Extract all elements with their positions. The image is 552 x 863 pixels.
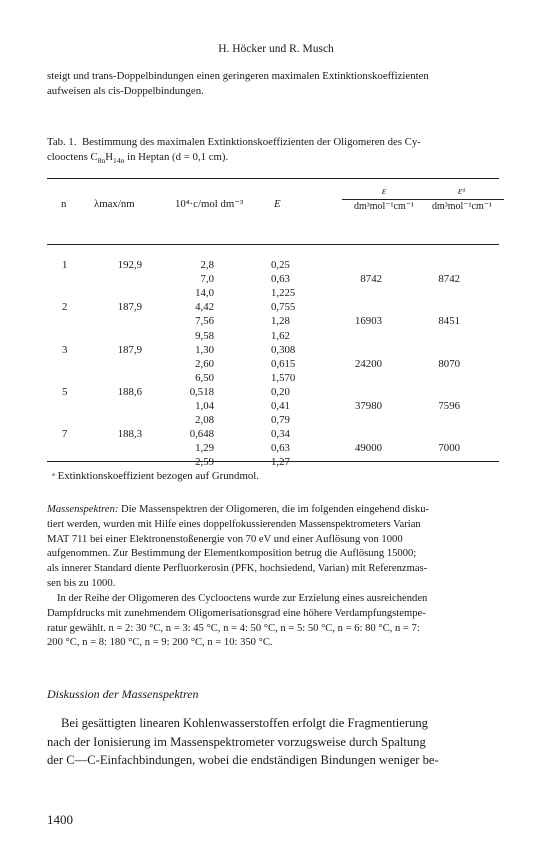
table-cell-n: 2 [62, 301, 68, 314]
caption-sub-2: 14n [113, 156, 125, 166]
table-cell-E: 0,34 [271, 428, 290, 441]
col-header-epsilon-a [414, 186, 510, 213]
table-cell-eps: 24200 [355, 357, 382, 370]
table-cell-E: 1,225 [271, 287, 296, 300]
table-cell-eps: 8742 [360, 273, 382, 286]
table-cell-conc: 1,30 [195, 343, 214, 356]
epsilon-denominator: dm³mol⁻¹cm⁻¹ [353, 201, 415, 212]
table-cell-n: 5 [62, 385, 68, 398]
paragraph-line: nach der Ionisierung im Massenspektrometer vorzugsweise durch Spaltung [47, 734, 426, 749]
table-cell-conc: 9,58 [195, 329, 214, 342]
paragraph-temperatures [47, 592, 499, 651]
col-header-n: n [61, 198, 67, 210]
paragraph-line: aufgenommen. Zur Bestimmung der Elementkomposition betrug die Auflösung 15000; [47, 548, 417, 560]
table-cell-eps: 49000 [355, 442, 382, 455]
table-cell-conc: 2,08 [195, 414, 214, 427]
table-cell-conc: 6,50 [195, 371, 214, 384]
paragraph-line: In der Reihe der Oligomeren des Cyclooctens wurde zur Erzielung eines ausreichenden [57, 593, 428, 604]
table-footnote: ᵃ Extinktionskoeffizient bezogen auf Grundmol. [52, 470, 259, 482]
paragraph-line: ratur gewählt. n = 2: 30 °C, n = 3: 45 °C, n = 4: 50 °C, n = 5: 50 °C, n = 6: 80 °C, n = 7: [47, 622, 420, 634]
paragraph-line: als innerer Standard diente Perfluorkerosin (PFK, hochsiedend, Varian) mit Referenzmas- [47, 563, 428, 575]
caption-text-1: Bestimmung des maximalen Extinktionskoeffizienten der Oligomeren des Cy- [81, 136, 421, 148]
table-cell-lambda: 187,9 [117, 343, 142, 356]
table-cell-eps: 37980 [355, 400, 382, 412]
table-header-rule [47, 244, 499, 245]
table-cell-conc: 1,29 [195, 442, 214, 455]
table-cell-E: 0,25 [271, 259, 290, 271]
table-cell-E: 0,755 [271, 301, 296, 314]
table-cell-conc: 2,8 [200, 259, 214, 271]
table-cell-conc: 14,0 [195, 287, 214, 300]
table-cell-lambda: 188,3 [117, 428, 142, 441]
table-cell-E: 1,27 [271, 456, 290, 469]
table-cell-n: 1 [62, 259, 68, 271]
paragraph-line: Bei gesättigten linearen Kohlenwasserstoffen erfolgt die Fragmentierung [61, 716, 428, 730]
table-cell-epsa: 7000 [438, 442, 460, 455]
table-cell-E: 0,63 [271, 273, 290, 286]
caption-line-2 [47, 150, 499, 168]
intro-paragraph [47, 69, 499, 99]
table-cell-epsa: 8070 [438, 357, 460, 370]
table-cell-E: 0,615 [271, 357, 296, 370]
table-cell-n: 7 [62, 428, 68, 441]
paragraph-line: MAT 711 bei einer Elektronenstoßenergie von 70 eV und einer Auflösung von 1000 [47, 533, 403, 545]
caption-line-1 [47, 135, 499, 150]
table-cell-lambda: 187,9 [117, 301, 142, 314]
caption-label: Tab. 1. [47, 136, 77, 148]
table-cell-conc: 2,60 [195, 357, 214, 370]
table-caption [47, 135, 499, 168]
caption-sub-1: 8n [97, 156, 106, 166]
table-cell-conc: 0,518 [189, 385, 214, 398]
intro-line: steigt und trans-Doppelbindungen einen geringeren maximalen Extinktionskoeffizienten [47, 70, 429, 82]
table-cell-conc: 7,56 [195, 315, 214, 328]
table-cell-E: 1,570 [271, 371, 296, 384]
table-cell-lambda: 192,9 [117, 259, 142, 271]
table-cell-epsa: 8742 [438, 273, 460, 286]
table-cell-conc: 0,648 [189, 428, 214, 441]
paragraph-mass-spectra [47, 503, 499, 592]
paragraph-discussion [47, 714, 499, 770]
table-cell-E: 0,20 [271, 385, 290, 398]
table-cell-eps: 16903 [355, 315, 382, 328]
caption-text-2a: clooctens C [47, 151, 98, 163]
epsilon-a-numerator: εᵃ [458, 186, 466, 197]
table-cell-n: 3 [62, 343, 68, 356]
table-cell-conc: 2,59 [195, 456, 214, 469]
caption-text-2b: H [105, 151, 114, 163]
col-header-lambda: λmax/nm [94, 198, 135, 210]
table-cell-E: 1,28 [271, 315, 290, 328]
section-title: Diskussion der Massenspektren [47, 687, 199, 701]
paragraph-lead: Massenspektren: [47, 504, 119, 515]
paragraph-text: Die Massenspektren der Oligomeren, die im folgenden eingehend disku- [118, 504, 430, 515]
table-cell-conc: 1,04 [195, 400, 214, 412]
table-cell-E: 1,62 [271, 329, 290, 342]
table-cell-epsa: 7596 [438, 400, 460, 412]
table-cell-conc: 7,0 [200, 273, 214, 286]
paragraph-line: 200 °C, n = 8: 180 °C, n = 9: 200 °C, n = 10: 350 °C. [47, 637, 273, 649]
table-cell-conc: 4,42 [195, 301, 214, 314]
table-cell-E: 0,63 [271, 442, 290, 455]
table-cell-E: 0,41 [271, 400, 290, 412]
table-top-rule [47, 178, 499, 179]
intro-line: aufweisen als cis-Doppelbindungen. [47, 85, 204, 97]
table-cell-epsa: 8451 [438, 315, 460, 328]
table-cell-E: 0,308 [271, 343, 296, 356]
col-header-extinction: E [274, 198, 281, 210]
epsilon-numerator: ε [382, 186, 386, 197]
paragraph-line: sen bis zu 1000. [47, 577, 116, 589]
running-header: H. Höcker und R. Musch [218, 43, 334, 55]
paragraph-line: der C—C-Einfachbindungen, wobei die endständigen Bindungen weniger be- [47, 753, 439, 768]
paragraph-line: tiert werden, wurden mit Hilfe eines doppelfokussierenden Massenspektrometers Varian [47, 518, 421, 530]
table-cell-lambda: 188,6 [117, 385, 142, 398]
col-header-concentration: 10⁴·c/mol dm⁻³ [175, 198, 244, 210]
caption-text-2c: in Heptan (d = 0,1 cm). [124, 151, 229, 163]
table-cell-E: 0,79 [271, 414, 290, 427]
paragraph-line: Dampfdrucks mit zunehmendem Oligomerisationsgrad eine höhere Verdampfungstempe- [47, 607, 426, 619]
epsilon-a-denominator: dm³mol⁻¹cm⁻¹ [431, 201, 493, 212]
page-number: 1400 [47, 812, 73, 827]
paragraph-line [47, 503, 499, 518]
